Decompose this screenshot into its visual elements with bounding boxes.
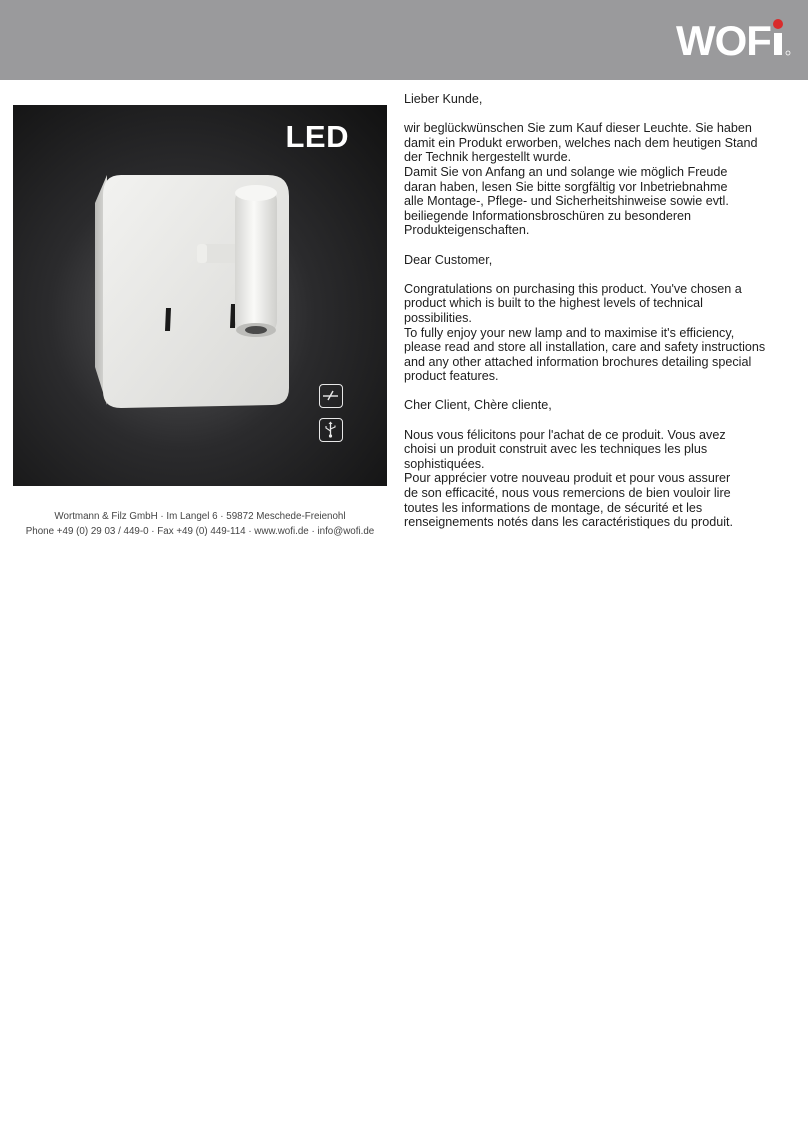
- text-line: Nous vous félicitons pour l'achat de ce produit. Vous avez: [404, 427, 726, 442]
- led-badge: LED: [285, 119, 349, 154]
- de-paragraph: [404, 121, 796, 238]
- wofi-logo: [676, 14, 792, 64]
- text-line: Congratulations on purchasing this product. You've chosen a: [404, 281, 742, 296]
- text-line: toutes les informations de montage, de sécurité et les: [404, 500, 703, 515]
- fr-paragraph: [404, 428, 796, 530]
- text-line: beiliegende Informationsbroschüren zu besonderen: [404, 208, 692, 223]
- de-greeting: Lieber Kunde,: [404, 92, 483, 106]
- svg-text:WOF: WOF: [676, 17, 771, 64]
- text-line: sophistiquées.: [404, 456, 485, 471]
- en-greeting: Dear Customer,: [404, 252, 493, 267]
- text-line: To fully enjoy your new lamp and to maximise it's efficiency,: [404, 325, 735, 340]
- en-paragraph: [404, 282, 796, 384]
- text-line: damit ein Produkt erworben, welches nach dem heutigen Stand: [404, 135, 758, 150]
- header-bar: [0, 0, 808, 80]
- text-line: daran haben, lesen Sie bitte sorgfältig vor Inbetriebnahme: [404, 179, 728, 194]
- address-line: Wortmann & Filz GmbH · Im Langel 6 · 59872 Meschede-Freienohl: [54, 511, 346, 522]
- text-line: product which is built to the highest levels of technical: [404, 296, 703, 311]
- product-photo: [13, 105, 387, 486]
- switch-icon: [319, 384, 343, 408]
- text-line: wir beglückwünschen Sie zum Kauf dieser Leuchte. Sie haben: [404, 121, 752, 136]
- text-line: der Technik hergestellt wurde.: [404, 150, 572, 165]
- usb-icon: [319, 418, 343, 442]
- text-line: possibilities.: [404, 310, 472, 325]
- fr-greeting: Cher Client, Chère cliente,: [404, 398, 552, 413]
- text-line: choisi un produit construit avec les techniques les plus: [404, 442, 708, 457]
- company-address: [13, 509, 387, 539]
- text-line: product features.: [404, 369, 499, 384]
- text-line: de son efficacité, nous vous remercions de bien vouloir lire: [404, 486, 731, 501]
- text-line: Produkteigenschaften.: [404, 223, 530, 238]
- text-line: alle Montage-, Pflege- und Sicherheitshinweise sowie evtl.: [404, 194, 729, 209]
- text-line: renseignements notés dans les caractéristiques du produit.: [404, 515, 734, 530]
- customer-letter: [404, 92, 796, 544]
- text-line: Damit Sie von Anfang an und solange wie möglich Freude: [404, 164, 728, 179]
- text-line: and any other attached information brochures detailing special: [404, 354, 752, 369]
- text-line: Pour apprécier votre nouveau produit et pour vous assurer: [404, 471, 731, 486]
- text-line: please read and store all installation, care and safety instructions: [404, 340, 766, 355]
- contact-line: Phone +49 (0) 29 03 / 449-0 · Fax +49 (0) 449-114 · www.wofi.de · info@wofi.de: [25, 526, 375, 537]
